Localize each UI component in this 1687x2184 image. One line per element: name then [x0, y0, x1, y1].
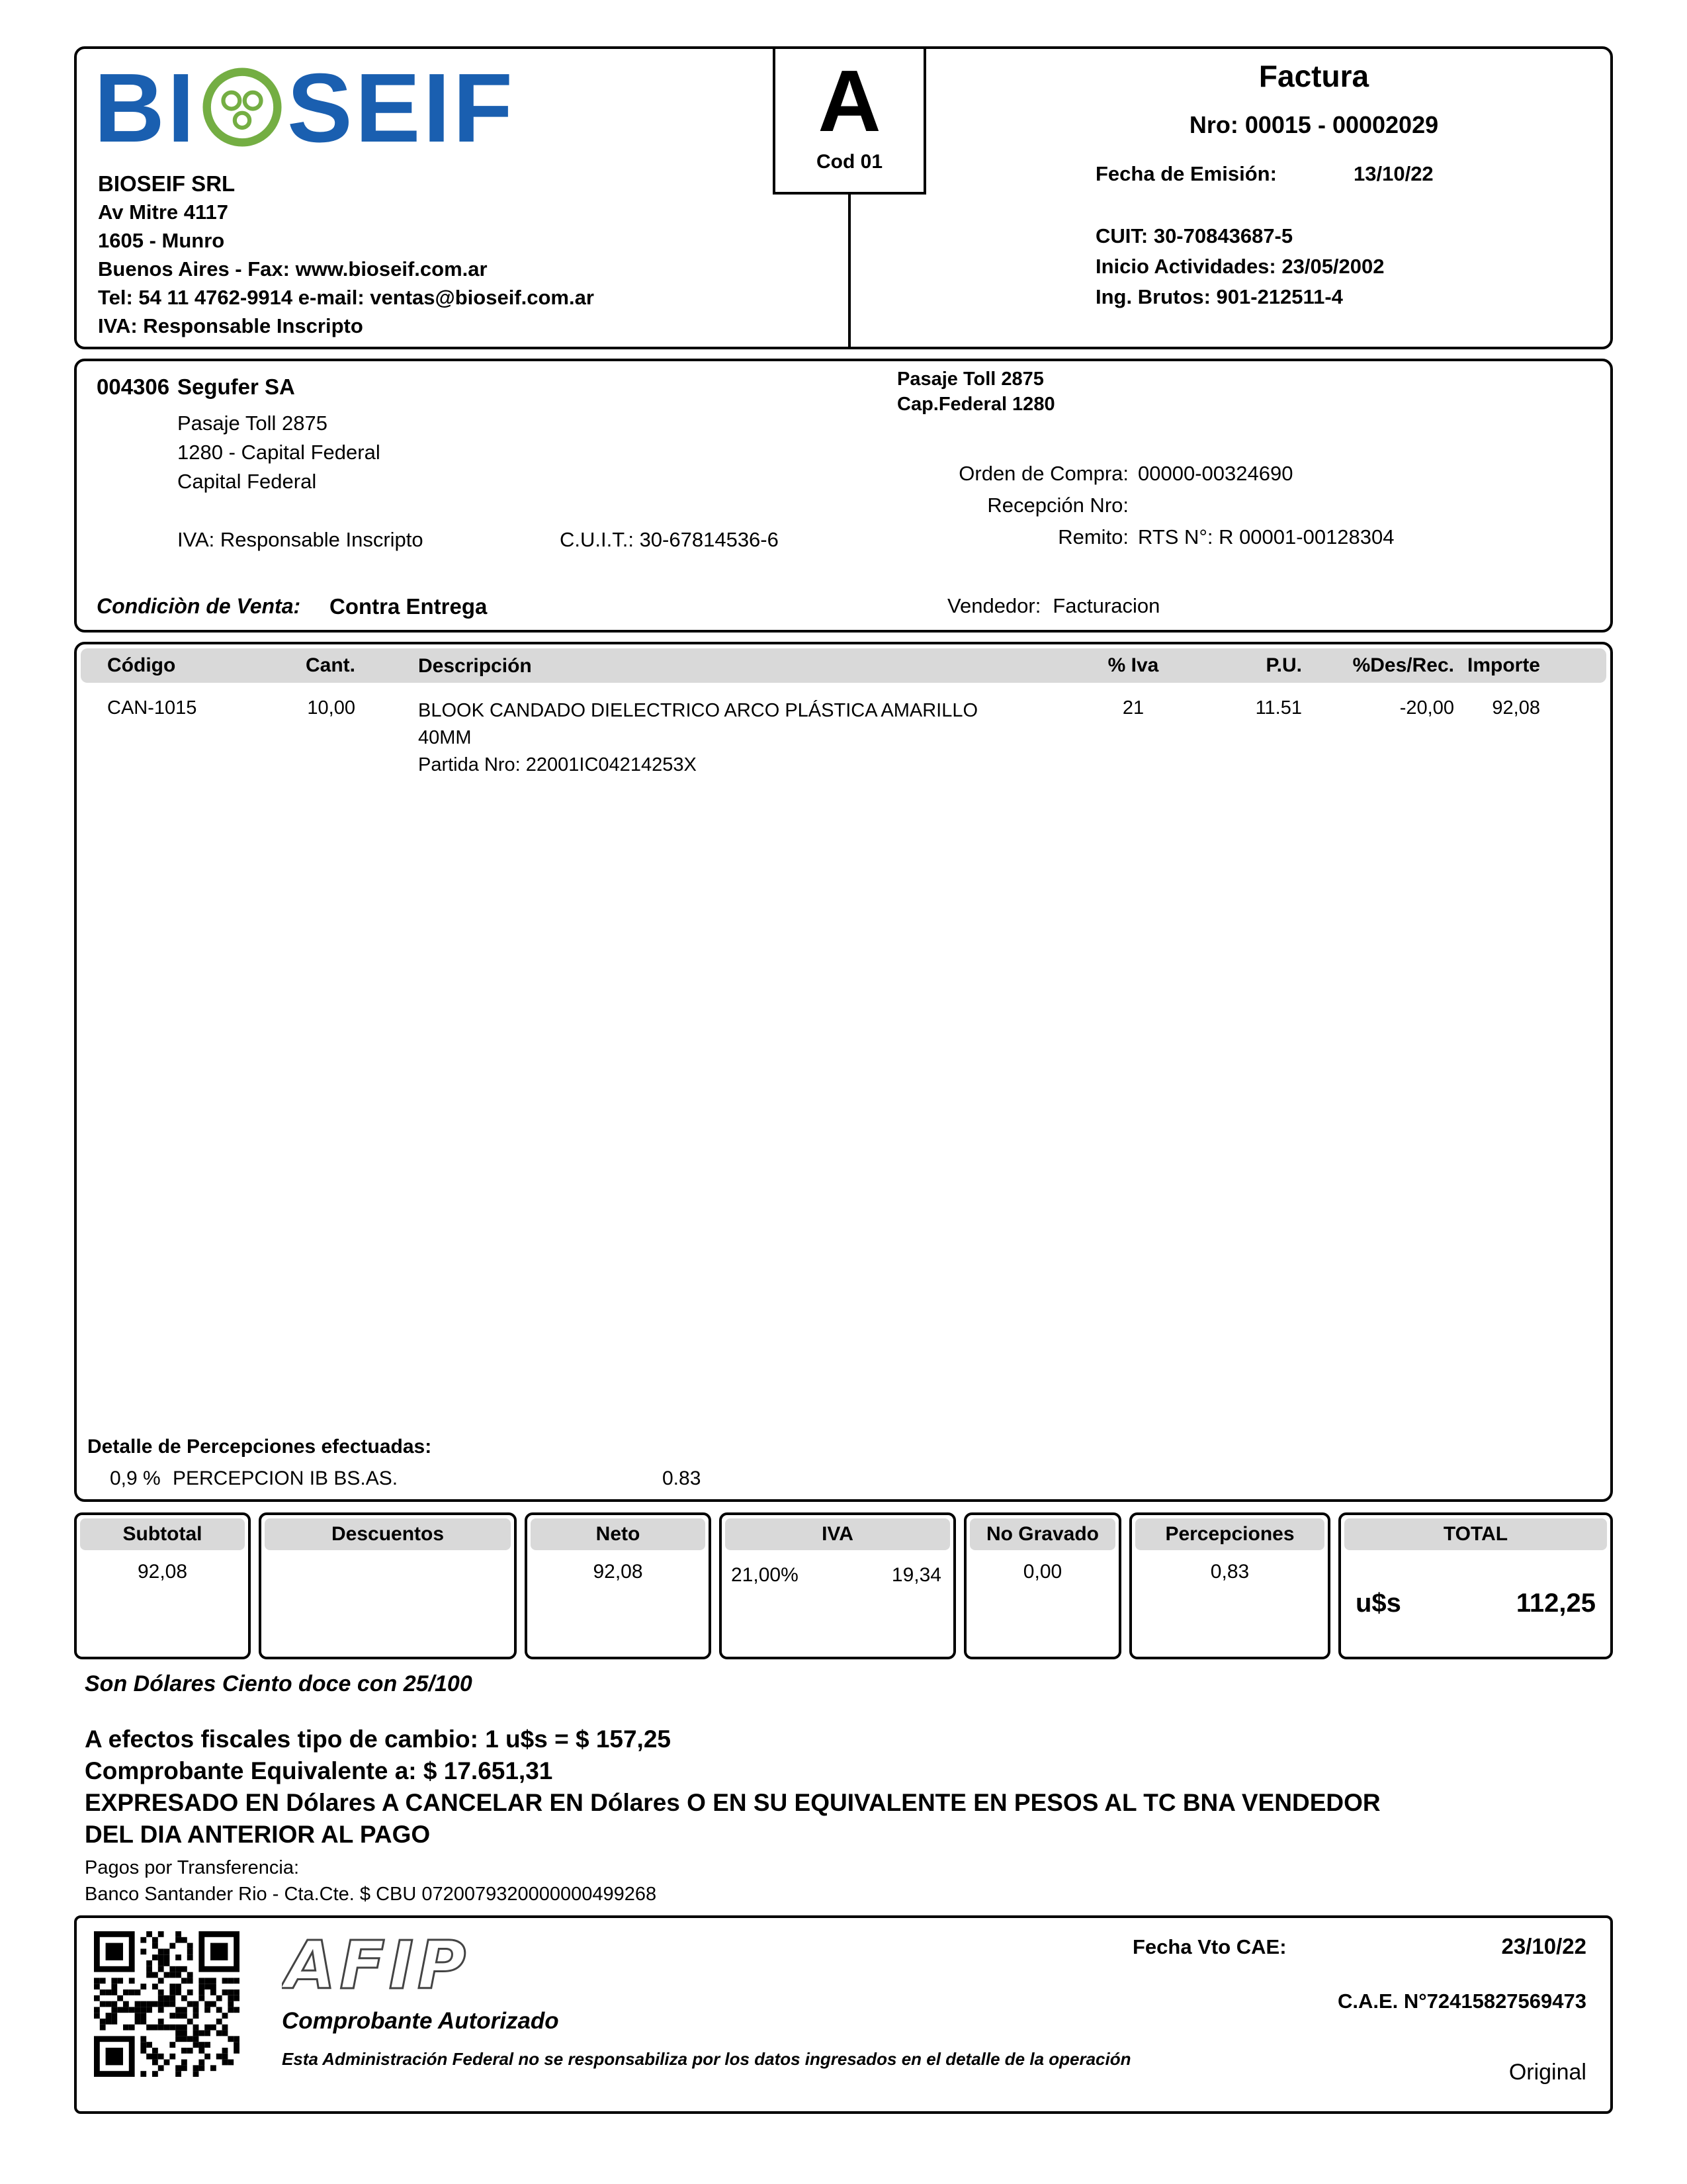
item-descripcion — [378, 697, 1084, 779]
col-codigo: Código — [107, 654, 176, 676]
header-divider — [848, 195, 851, 347]
fecha-emision-label: Fecha de Emisión: — [1096, 162, 1277, 185]
col-cantidad: Cant. — [306, 654, 355, 676]
no-gravado-value: 0,00 — [1023, 1561, 1062, 1583]
total-value: 112,25 — [1516, 1589, 1596, 1618]
item-cantidad: 10,00 — [307, 697, 355, 719]
col-descripcion: Descripción — [418, 654, 532, 677]
company-info — [98, 169, 594, 340]
fecha-vto-cae-label: Fecha Vto CAE: — [1133, 1935, 1287, 1958]
cae-number: C.A.E. N°72415827569473 — [1337, 1989, 1586, 2013]
tipo-cambio-line: A efectos fiscales tipo de cambio: 1 u$s = $ 157,25 — [85, 1725, 671, 1753]
neto-value: 92,08 — [593, 1561, 643, 1583]
company-address-4: Tel: 54 11 4762-9914 e-mail: ventas@bioseif.com.ar — [98, 286, 594, 309]
no-gravado-box — [964, 1512, 1121, 1659]
iva-box — [719, 1512, 956, 1659]
orden-compra-row — [738, 462, 1293, 486]
total-label: TOTAL — [1344, 1518, 1607, 1550]
item-pu: 11.51 — [1255, 697, 1302, 719]
customer-name: Segufer SA — [177, 374, 295, 399]
col-importe: Importe — [1467, 654, 1540, 676]
company-iva-condition: IVA: Responsable Inscripto — [98, 314, 363, 337]
item-des-rec: -20,00 — [1399, 697, 1454, 719]
item-descripcion-line1: BLOOK CANDADO DIELECTRICO ARCO PLÁSTICA AMARILLO — [418, 700, 978, 721]
qr-code — [94, 1931, 239, 2077]
recepcion-label: Recepción Nro: — [987, 494, 1129, 517]
doc-number: Nro: 00015 - 00002029 — [1189, 111, 1439, 138]
iva-label: IVA — [725, 1518, 950, 1550]
totals-section — [74, 1512, 1613, 1659]
condicion-venta-row — [97, 594, 487, 619]
col-pu: P.U. — [1266, 654, 1302, 676]
pagos-line: Pagos por Transferencia: — [85, 1857, 300, 1878]
orden-compra-label: Orden de Compra: — [959, 462, 1129, 485]
item-importe: 92,08 — [1492, 697, 1540, 719]
item-iva: 21 — [1122, 697, 1145, 719]
remito-row — [738, 525, 1395, 549]
company-address-3: Buenos Aires - Fax: www.bioseif.com.ar — [98, 257, 488, 281]
subtotal-label: Subtotal — [80, 1518, 245, 1550]
logo-text-left: BI — [94, 54, 197, 163]
logo-text-right: SEIF — [287, 54, 515, 163]
company-address-1: Av Mitre 4117 — [98, 200, 229, 224]
total-currency: u$s — [1356, 1589, 1401, 1618]
percepciones-title: Detalle de Percepciones efectuadas: — [87, 1436, 432, 1458]
subtotal-value: 92,08 — [137, 1561, 188, 1583]
comprobante-autorizado-label: Comprobante Autorizado — [282, 2008, 559, 2034]
customer-code: 004306 — [97, 374, 170, 399]
customer-address-1: Pasaje Toll 2875 — [177, 412, 327, 435]
vendedor-label: Vendedor: — [947, 594, 1041, 617]
total-box — [1338, 1512, 1613, 1659]
customer-cuit: C.U.I.T.: 30-67814536-6 — [560, 528, 779, 551]
invoice-letter-code: Cod 01 — [816, 151, 883, 173]
inicio-actividades-text: Inicio Actividades: 23/05/2002 — [1096, 255, 1385, 278]
condicion-venta-label: Condiciòn de Venta: — [97, 594, 301, 618]
orden-compra-value: 00000-00324690 — [1138, 462, 1293, 485]
remito-label: Remito: — [1058, 525, 1129, 548]
company-cuit-text: CUIT: 30-70843687-5 — [1096, 224, 1293, 247]
company-address-2: 1605 - Munro — [98, 229, 225, 252]
ship-line-1: Pasaje Toll 2875 — [897, 369, 1044, 390]
customer-address-3: Capital Federal — [177, 470, 317, 493]
ing-brutos — [1096, 282, 1612, 312]
condicion-venta-value: Contra Entrega — [329, 594, 488, 619]
expresado-line: EXPRESADO EN Dólares A CANCELAR EN Dólares O EN SU EQUIVALENTE EN PESOS AL TC BNA VENDEDOR DEL DIA ANTERIOR AL PAGO — [85, 1789, 1381, 1848]
invoice-meta — [1016, 58, 1612, 312]
ship-line-2: Cap.Federal 1280 — [897, 394, 1055, 415]
invoice-letter: A — [818, 52, 881, 150]
fecha-emision-value: 13/10/22 — [1354, 162, 1434, 185]
item-codigo: CAN-1015 — [107, 697, 197, 719]
percepciones-label: Percepciones — [1135, 1518, 1324, 1550]
company-cuit — [1096, 221, 1612, 251]
table-row — [81, 697, 1606, 779]
svg-text:AFIP: AFIP — [284, 1927, 470, 2000]
percepcion-amount: 0.83 — [662, 1467, 701, 1489]
descuentos-label: Descuentos — [265, 1518, 511, 1550]
subtotal-box — [74, 1512, 251, 1659]
items-section — [74, 642, 1613, 1502]
percepciones-value: 0,83 — [1210, 1561, 1250, 1583]
invoice-page — [74, 46, 1613, 2114]
doc-type: Factura — [1258, 59, 1369, 93]
afip-logo-icon — [282, 1927, 533, 2000]
percepciones-box — [1129, 1512, 1330, 1659]
neto-box — [525, 1512, 711, 1659]
footer-section — [74, 1915, 1613, 2114]
percepciones-row — [110, 1467, 701, 1490]
iva-value: 19,34 — [891, 1564, 941, 1586]
fiscal-section — [85, 1724, 1613, 1907]
descuentos-box — [259, 1512, 517, 1659]
iva-rate: 21,00% — [731, 1564, 799, 1586]
afip-disclaimer: Esta Administración Federal no se responsabiliza por los datos ingresados en el detalle de la operación — [282, 2049, 1131, 2069]
col-iva: % Iva — [1107, 654, 1159, 676]
header-section — [74, 46, 1613, 349]
item-descripcion-line2: 40MM — [418, 727, 472, 748]
copy-type-label: Original — [1508, 2060, 1586, 2085]
banco-line: Banco Santander Rio - Cta.Cte. $ CBU 0720079320000000499268 — [85, 1884, 657, 1905]
customer-iva-condition: IVA: Responsable Inscripto — [177, 528, 423, 551]
invoice-letter-box — [773, 46, 926, 195]
items-table-header — [81, 648, 1606, 683]
amount-in-words: Son Dólares Ciento doce con 25/100 — [85, 1671, 472, 1696]
customer-section — [74, 359, 1613, 633]
remito-value: RTS N°: R 00001-00128304 — [1138, 525, 1395, 548]
recepcion-row — [738, 494, 1138, 517]
vendedor-row — [947, 594, 1160, 618]
customer-address-2: 1280 - Capital Federal — [177, 441, 380, 464]
company-name: BIOSEIF SRL — [98, 171, 236, 196]
fecha-emision-row — [1096, 159, 1612, 189]
percepcion-name: PERCEPCION IB BS.AS. — [173, 1467, 398, 1489]
bioseif-logo — [94, 54, 515, 163]
percepcion-rate: 0,9 % — [110, 1467, 161, 1489]
inicio-actividades — [1096, 251, 1612, 282]
item-partida: Partida Nro: 22001IC04214253X — [418, 754, 697, 775]
vendedor-value: Facturacion — [1053, 594, 1160, 617]
fecha-vto-cae-value: 23/10/22 — [1501, 1934, 1586, 1958]
equivalente-line: Comprobante Equivalente a: $ 17.651,31 — [85, 1757, 553, 1784]
neto-label: Neto — [531, 1518, 705, 1550]
col-des-rec: %Des/Rec. — [1352, 654, 1454, 676]
gasmask-logo-icon — [201, 66, 283, 152]
customer-address — [177, 409, 380, 496]
ing-brutos-text: Ing. Brutos: 901-212511-4 — [1096, 285, 1343, 308]
ship-to-address — [897, 367, 1055, 417]
no-gravado-label: No Gravado — [970, 1518, 1115, 1550]
